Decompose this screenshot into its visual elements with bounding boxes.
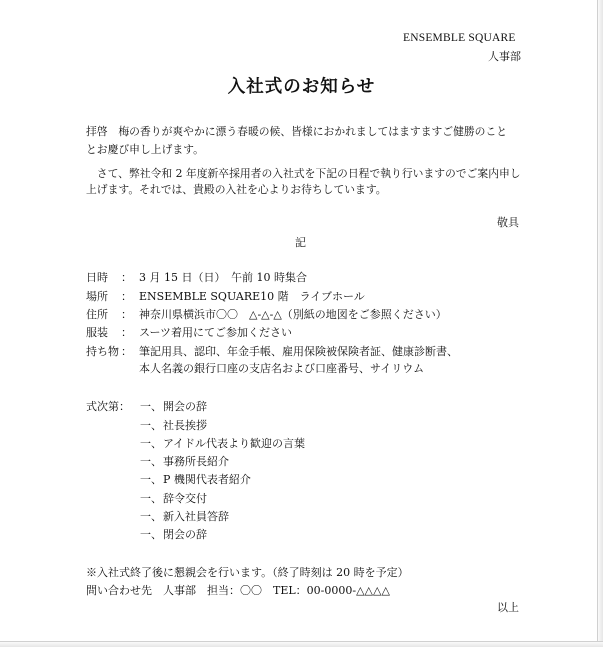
detail-label-date: 日時 (86, 271, 108, 284)
closing-keigu: 敬具 (497, 216, 519, 229)
detail-value-date: 3 月 15 日（日） 午前 10 時集合 (139, 271, 307, 284)
program-item: 開会の辞 (163, 400, 207, 413)
program-marker: 一、 (140, 510, 162, 523)
contact-info: 問い合わせ先 人事部 担当：〇〇 TEL：00-0000-△△△△ (86, 584, 390, 597)
detail-value-dress: スーツ着用にてご参加ください (139, 326, 293, 339)
greeting-line-2: とお慶び申し上げます。 (86, 143, 204, 156)
detail-colon: ： (121, 326, 132, 339)
detail-value-belongings-cont: 本人名義の銀行口座の支店名および口座番号、サイリウム (139, 362, 425, 375)
detail-label-address: 住所 (86, 308, 108, 321)
program-item: 事務所長紹介 (163, 455, 229, 468)
program-label: 式次第： (86, 400, 130, 413)
program-marker: 一、 (140, 492, 162, 505)
detail-value-place: ENSEMBLE SQUARE10 階 ライブホール (139, 290, 365, 303)
body-line-2: 上げます。それでは、貴殿の入社を心よりお待ちしています。 (86, 183, 387, 196)
program-marker: 一、 (140, 437, 162, 450)
greeting-line-1: 拝啓 梅の香りが爽やかに漂う春暖の候、皆様におかれましてはますますご健勝のこと (86, 125, 508, 138)
program-item: P 機関代表者紹介 (163, 473, 251, 486)
program-marker: 一、 (140, 400, 162, 413)
program-marker: 一、 (140, 455, 162, 468)
ki-heading: 記 (295, 236, 306, 249)
reception-note: ※入社式終了後に懇親会を行います。（終了時刻は 20 時を予定） (86, 566, 409, 579)
program-item: 辞令交付 (163, 492, 207, 505)
program-marker: 一、 (140, 473, 162, 486)
body-line-1: さて、弊社令和 2 年度新卒採用者の入社式を下記の日程で執り行いますのでご案内申し (86, 167, 521, 180)
detail-value-belongings: 筆記用具、認印、年金手帳、雇用保険被保険者証、健康診断書、 (139, 345, 458, 358)
detail-label-belongings: 持ち物 (86, 345, 119, 358)
detail-colon: ： (121, 345, 132, 358)
page-edge-right (597, 0, 603, 647)
program-marker: 一、 (140, 419, 162, 432)
detail-value-address: 神奈川県横浜市〇〇 △-△-△（別紙の地図をご参照ください） (139, 308, 447, 321)
detail-colon: ： (121, 271, 132, 284)
program-item: 社長挨拶 (163, 419, 207, 432)
detail-colon: ： (121, 308, 132, 321)
closing-ijou: 以上 (497, 601, 519, 614)
detail-label-place: 場所 (86, 290, 108, 303)
document-title: 入社式のお知らせ (227, 77, 376, 97)
program-item: アイドル代表より歓迎の言葉 (163, 437, 306, 450)
detail-label-dress: 服装 (86, 326, 108, 339)
page-edge-bottom (0, 641, 603, 647)
detail-colon: ： (121, 290, 132, 303)
program-item: 新入社員答辞 (163, 510, 229, 523)
program-item: 閉会の辞 (163, 528, 207, 541)
company-name: ENSEMBLE SQUARE (403, 32, 516, 44)
department-name: 人事部 (488, 50, 521, 63)
program-marker: 一、 (140, 528, 162, 541)
